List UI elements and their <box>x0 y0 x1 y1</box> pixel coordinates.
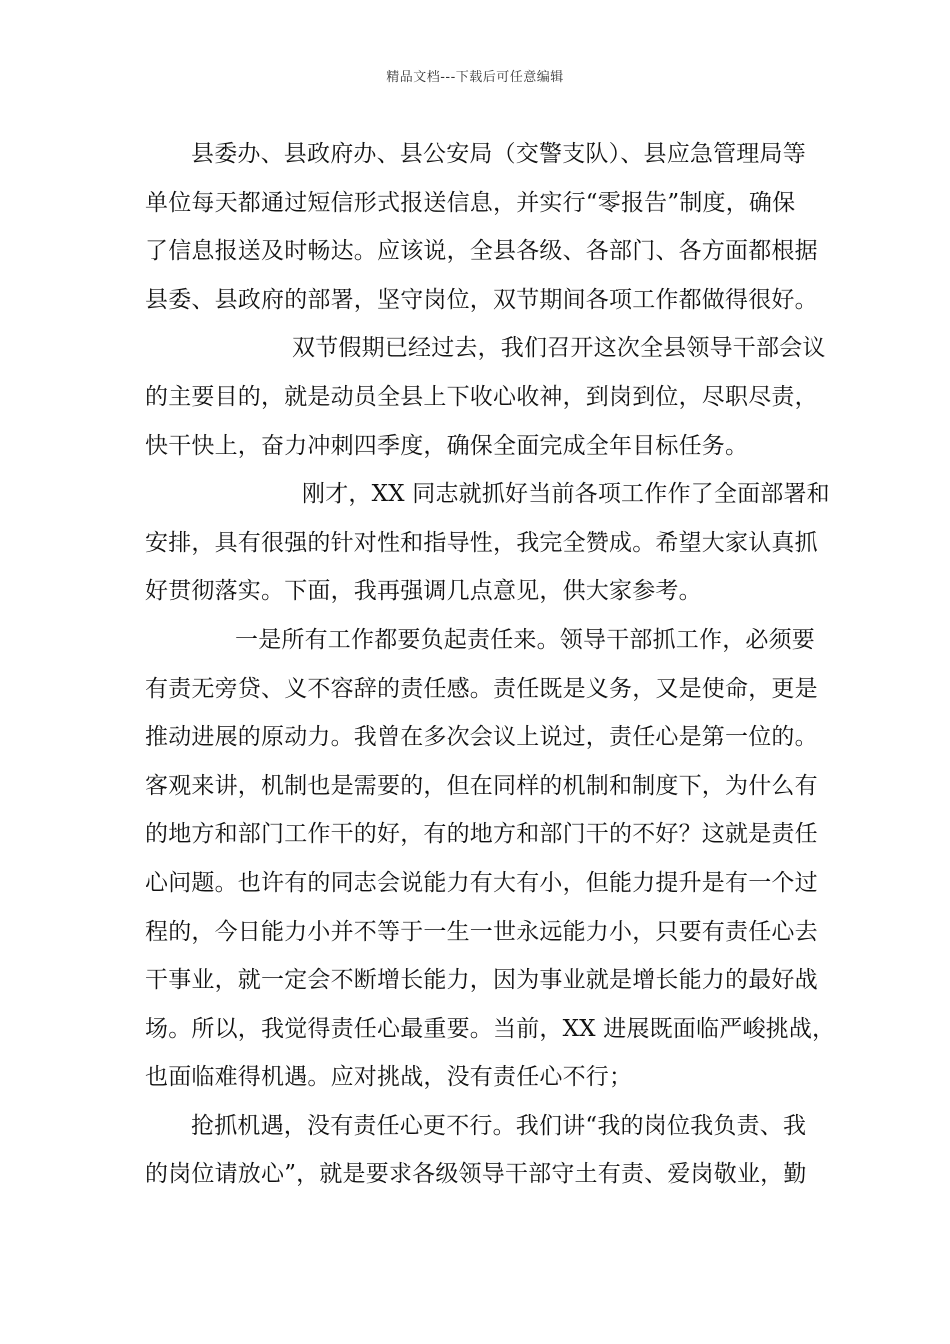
text-line: 抢抓机遇，没有责任心更不行。我们讲“我的岗位我负责、我 <box>191 1112 807 1139</box>
text-line: 干事业，就一定会不断增长能力，因为事业就是增长能力的最好战 <box>145 967 818 994</box>
text-line: 客观来讲，机制也是需要的，但在同样的机制和制度下，为什么有 <box>145 772 818 799</box>
text-line: 刚才，XX 同志就抓好当前各项工作作了全面部署和 <box>302 481 830 508</box>
text-line: 县委、县政府的部署，坚守岗位，双节期间各项工作都做得很好。 <box>145 286 818 313</box>
text-line: 一是所有工作都要负起责任来。领导干部抓工作，必须要 <box>235 626 815 653</box>
text-line: 有责无旁贷、义不容辞的责任感。责任既是义务，又是使命，更是 <box>145 675 818 702</box>
text-line: 快干快上，奋力冲刺四季度，确保全面完成全年目标任务。 <box>145 432 749 459</box>
text-line: 安排，具有很强的针对性和指导性，我完全赞成。希望大家认真抓 <box>145 529 818 556</box>
text-line: 了信息报送及时畅达。应该说，全县各级、各部门、各方面都根据 <box>145 238 818 265</box>
text-line: 双节假期已经过去，我们召开这次全县领导干部会议 <box>292 335 826 362</box>
text-line: 心问题。也许有的同志会说能力有大有小，但能力提升是有一个过 <box>145 869 818 896</box>
text-line: 县委办、县政府办、县公安局（交警支队）、县应急管理局等 <box>191 141 806 167</box>
text-line: 的地方和部门工作干的好，有的地方和部门干的不好？这就是责任 <box>145 821 818 848</box>
text-line: 的主要目的，就是动员全县上下收心收神，到岗到位，尽职尽责， <box>145 383 818 410</box>
text-line: 单位每天都通过短信形式报送信息，并实行“零报告”制度，确保 <box>145 189 796 216</box>
text-line: 也面临难得机遇。应对挑战，没有责任心不行； <box>145 1064 633 1091</box>
text-line: 好贯彻落实。下面，我再强调几点意见，供大家参考。 <box>145 578 702 605</box>
text-line: 场。所以，我觉得责任心最重要。当前，XX 进展既面临严峻挑战， <box>145 1015 836 1042</box>
document-body <box>145 130 836 1199</box>
text-line: 推动进展的原动力。我曾在多次会议上说过，责任心是第一位的。 <box>145 724 818 751</box>
text-line: 的岗位请放心”，就是要求各级领导干部守土有责、爱岗敬业，勤 <box>145 1161 807 1188</box>
text-line: 程的，今日能力小并不等于一生一世永远能力小，只要有责任心去 <box>145 918 818 945</box>
page-header: 精品文档---下载后可任意编辑 <box>386 70 564 85</box>
